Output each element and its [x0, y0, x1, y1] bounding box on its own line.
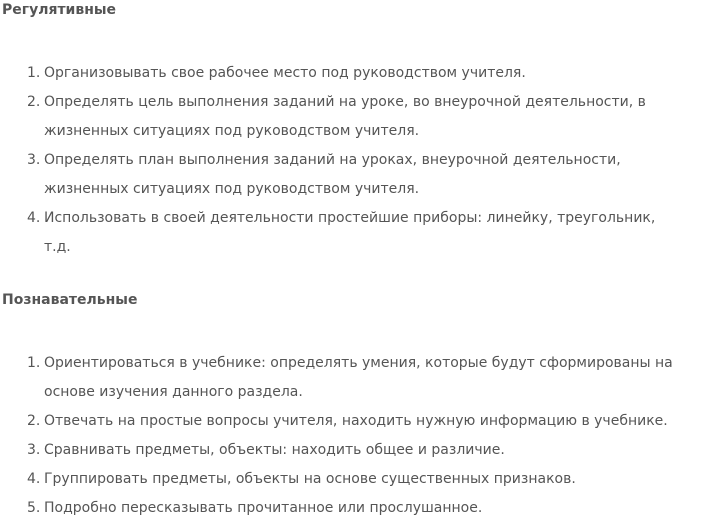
item-text: Использовать в своей деятельности простейшие приборы: линейку, треугольник,	[44, 210, 656, 226]
list-item	[0, 88, 702, 146]
item-text: Группировать предметы, объекты на основе существенных признаков.	[44, 471, 576, 487]
list-item	[0, 494, 702, 523]
item-text: Ориентироваться в учебнике: определять умения, которые будут сформированы на	[44, 355, 673, 371]
item-text: Подробно пересказывать прочитанное или прослушанное.	[44, 500, 483, 516]
cognitive-list	[0, 349, 702, 523]
item-number: 2.	[27, 413, 41, 429]
item-text-continued: жизненных ситуациях под руководством учителя.	[44, 123, 420, 139]
list-item	[0, 465, 702, 494]
item-number: 1.	[27, 355, 41, 371]
item-text-continued: жизненных ситуациях под руководством учителя.	[44, 181, 420, 197]
list-item	[0, 436, 702, 465]
item-number: 4.	[27, 210, 41, 226]
item-number: 2.	[27, 94, 41, 110]
section-heading-cognitive: Познавательные	[2, 292, 138, 308]
item-number: 3.	[27, 152, 41, 168]
item-number: 1.	[27, 65, 41, 81]
item-number: 3.	[27, 442, 41, 458]
item-text: Определять план выполнения заданий на уроках, внеурочной деятельности,	[44, 152, 621, 168]
list-item	[0, 407, 702, 436]
item-text: Отвечать на простые вопросы учителя, находить нужную информацию в учебнике.	[44, 413, 668, 429]
item-text: Организовывать свое рабочее место под руководством учителя.	[44, 65, 526, 81]
item-text-continued: т.д.	[44, 239, 71, 255]
item-text: Определять цель выполнения заданий на уроке, во внеурочной деятельности, в	[44, 94, 646, 110]
list-item	[0, 59, 702, 88]
section-heading-regulative: Регулятивные	[2, 2, 117, 18]
list-item	[0, 146, 702, 204]
list-item	[0, 204, 702, 262]
item-text: Сравнивать предметы, объекты: находить общее и различие.	[44, 442, 505, 458]
item-number: 5.	[27, 500, 41, 516]
item-text-continued: основе изучения данного раздела.	[44, 384, 303, 400]
regulative-list	[0, 59, 702, 262]
list-item	[0, 349, 702, 407]
item-number: 4.	[27, 471, 41, 487]
